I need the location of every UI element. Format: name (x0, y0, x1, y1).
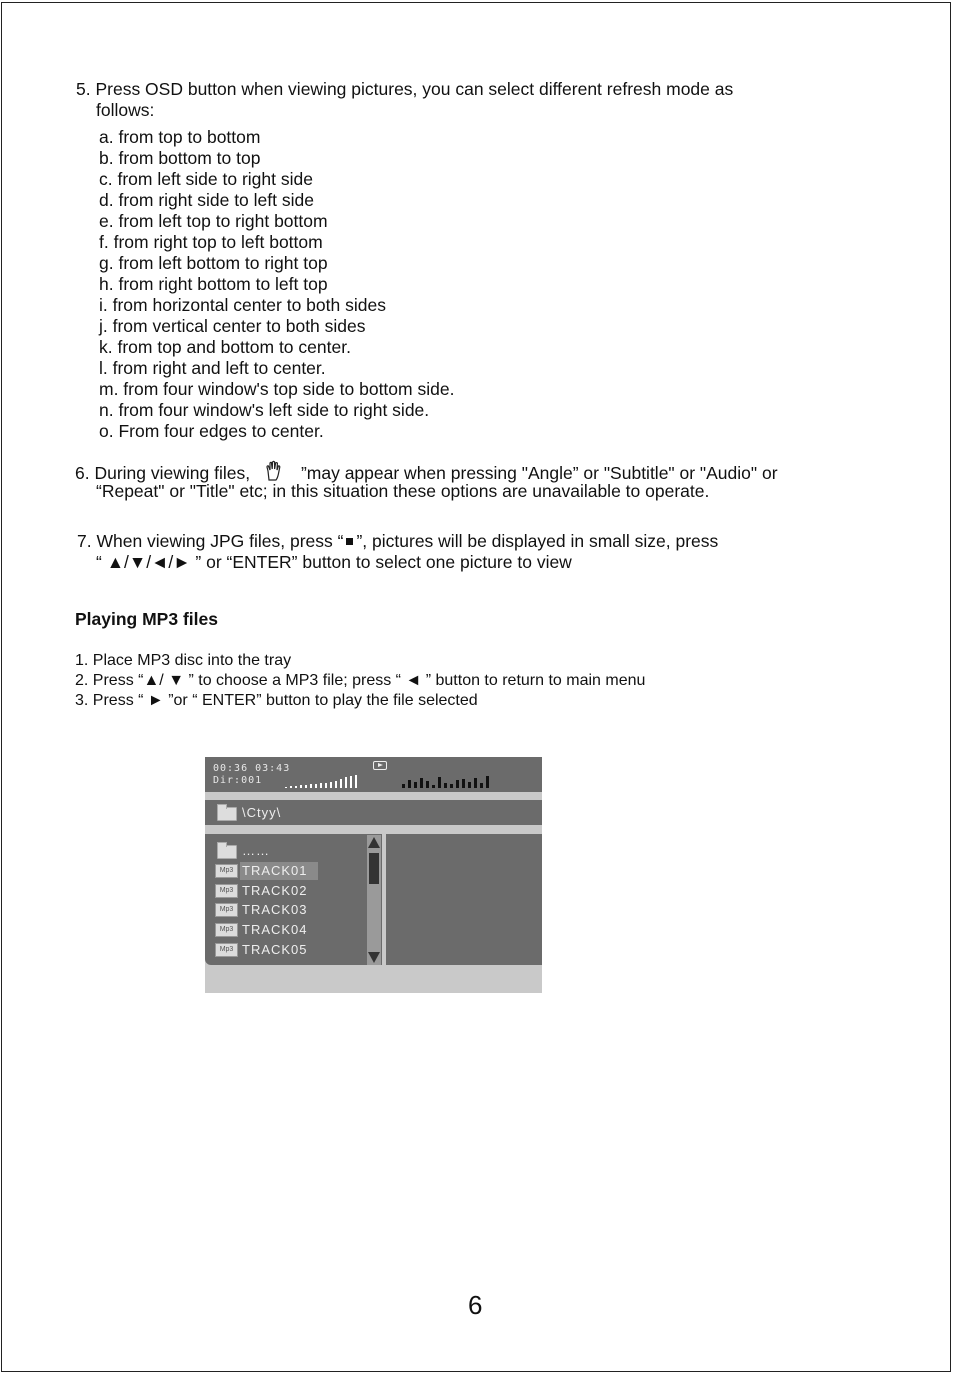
mode-n: n. from four window's left side to right side. (99, 400, 430, 420)
mp3-osd-screen (205, 757, 542, 993)
mode-m: m. from four window's top side to bottom side. (99, 379, 455, 399)
track-item[interactable]: TRACK01 (242, 863, 308, 878)
track-item[interactable]: TRACK02 (242, 883, 308, 898)
folder-icon (217, 807, 237, 821)
parent-dir-item[interactable]: …… (242, 843, 270, 858)
item5-line1: 5. Press OSD button when viewing pictures, you can select different refresh mode as (76, 79, 734, 99)
parent-folder-icon (217, 845, 237, 859)
mode-i: i. from horizontal center to both sides (99, 295, 386, 315)
page-number: 6 (468, 1290, 483, 1320)
mp3-step-1: 1. Place MP3 disc into the tray (75, 652, 292, 669)
scroll-thumb[interactable] (369, 853, 379, 884)
mode-b: b. from bottom to top (99, 148, 261, 168)
list-scrollbar[interactable] (367, 835, 381, 965)
play-mode-icon (373, 761, 387, 770)
mode-a: a. from top to bottom (99, 127, 261, 147)
item6-after-icon: ”may appear when pressing "Angle” or "Subtitle" or "Audio" or (300, 463, 778, 483)
mode-d: d. from right side to left side (99, 190, 314, 210)
osd-dir: Dir:001 (213, 775, 263, 786)
mode-l: l. from right and left to center. (99, 358, 326, 378)
preview-panel (386, 834, 542, 965)
scroll-up-arrow-icon[interactable] (368, 837, 380, 848)
osd-path: \Ctyy\ (242, 805, 282, 820)
osd-time: 00:36 03:43 (213, 763, 291, 774)
mp3-file-icon: Mp3 (215, 864, 238, 878)
mp3-step-3: 3. Press “ ► ”or “ ENTER” button to play the file selected (75, 692, 478, 709)
track-item[interactable]: TRACK05 (242, 942, 308, 957)
mode-j: j. from vertical center to both sides (99, 316, 366, 336)
item7-suffix: ”, pictures will be displayed in small size, press (356, 531, 719, 551)
item7-line2: “ ▲/▼/◄/► ” or “ENTER” button to select one picture to view (96, 552, 572, 572)
mode-o: o. From four edges to center. (99, 421, 324, 441)
stop-square-icon (346, 538, 353, 545)
item7-prefix: 7. When viewing JPG files, press “ (77, 531, 344, 551)
mode-g: g. from left bottom to right top (99, 253, 328, 273)
mp3-file-icon: Mp3 (215, 943, 238, 957)
osd-status-bar (205, 757, 542, 792)
mp3-file-icon: Mp3 (215, 923, 238, 937)
mp3-file-icon: Mp3 (215, 903, 238, 917)
mode-h: h. from right bottom to left top (99, 274, 328, 294)
mode-f: f. from right top to left bottom (99, 232, 323, 252)
mode-c: c. from left side to right side (99, 169, 313, 189)
item6-prefix: 6. During viewing files, (75, 463, 251, 483)
mp3-file-icon: Mp3 (215, 884, 238, 898)
mp3-step-2: 2. Press “▲/ ▼ ” to choose a MP3 file; press “ ◄ ” button to return to main menu (75, 672, 646, 689)
track-item[interactable]: TRACK04 (242, 922, 308, 937)
hand-icon (263, 460, 285, 480)
item7-line1 (77, 531, 718, 552)
item6-line2: “Repeat" or "Title" etc; in this situation these options are unavailable to operate. (96, 481, 710, 501)
item5-line2: follows: (96, 100, 155, 120)
scroll-down-arrow-icon[interactable] (368, 952, 380, 963)
mode-e: e. from left top to right bottom (99, 211, 328, 231)
track-item[interactable]: TRACK03 (242, 902, 308, 917)
mode-k: k. from top and bottom to center. (99, 337, 351, 357)
osd-path-bar (205, 800, 542, 825)
section-heading: Playing MP3 files (75, 609, 218, 629)
